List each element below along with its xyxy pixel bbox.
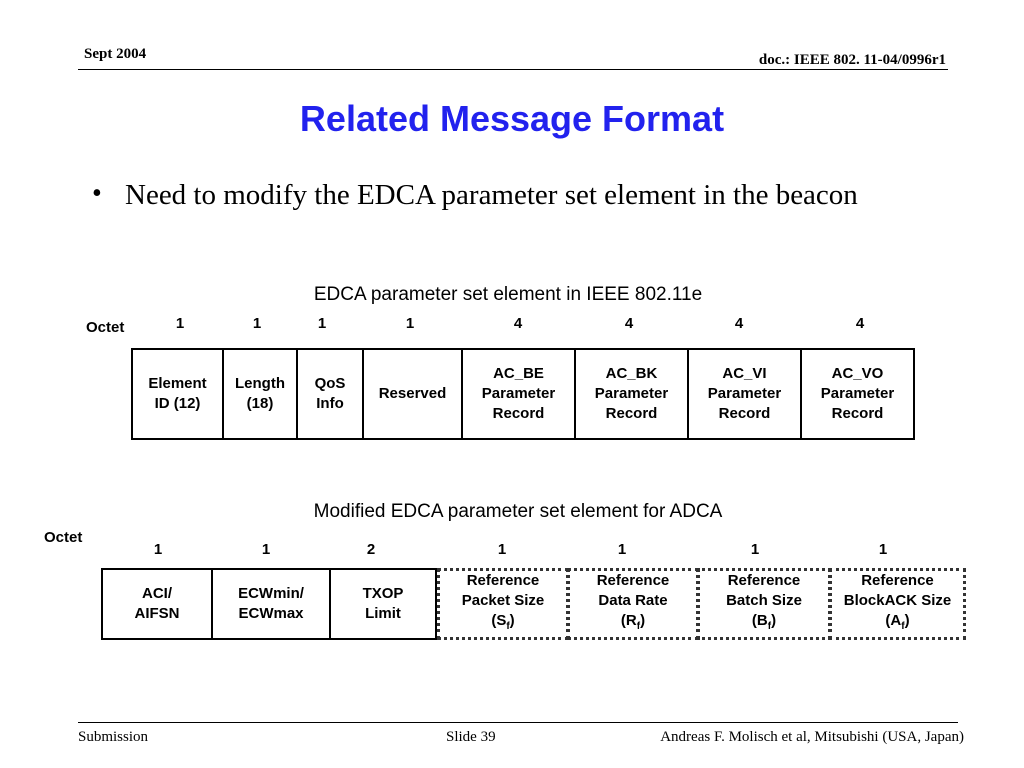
field-reference-batch-size: Reference Batch Size $(B_f)$ xyxy=(697,568,831,640)
table1-octet-label: Octet xyxy=(86,319,125,336)
table1-caption: EDCA parameter set element in IEEE 802.11e xyxy=(313,284,703,305)
field-reserved: Reserved xyxy=(362,348,463,440)
field-ac-vo-record: AC_VO Parameter Record xyxy=(800,348,915,440)
table1-octet-5: 4 xyxy=(513,315,523,332)
field-ecwmin-ecwmax: ECWmin/ ECWmax xyxy=(211,568,331,640)
field-qos-info: QoS Info xyxy=(296,348,364,440)
header-doc-id: doc.: IEEE 802. 11-04/0996r1 xyxy=(758,52,946,68)
table2-octet-label: Octet xyxy=(44,529,83,546)
footer-authors: Andreas F. Molisch et al, Mitsubishi (USA, Japan) xyxy=(660,729,964,745)
header-date: Sept 2004 xyxy=(84,46,147,62)
footer-divider xyxy=(78,722,958,723)
table2-octet-4: 1 xyxy=(497,541,507,558)
bullet-text: Need to modify the EDCA parameter set element in the beacon xyxy=(125,179,858,211)
field-ac-vi-record: AC_VI Parameter Record xyxy=(687,348,802,440)
table2-octet-7: 1 xyxy=(878,541,888,558)
table2-octet-2: 1 xyxy=(261,541,271,558)
field-length: Length (18) xyxy=(222,348,298,440)
header-divider xyxy=(78,69,948,70)
table2-octet-1: 1 xyxy=(153,541,163,558)
bullet-marker: • xyxy=(92,178,102,209)
field-reference-blockack-size: Reference BlockACK Size $(A_f)$ xyxy=(829,568,966,640)
table1-octet-3: 1 xyxy=(317,315,327,332)
table1-octet-8: 4 xyxy=(855,315,865,332)
field-aci-aifsn: ACI/ AIFSN xyxy=(101,568,213,640)
table1-octet-4: 1 xyxy=(405,315,415,332)
footer-slide-number: Slide 39 xyxy=(446,729,496,745)
table2-caption: Modified EDCA parameter set element for ADCA xyxy=(313,501,723,522)
footer-submission: Submission xyxy=(78,729,149,745)
table2-octet-3: 2 xyxy=(366,541,376,558)
table1-octet-2: 1 xyxy=(252,315,262,332)
field-reference-data-rate: Reference Data Rate $(R_f)$ xyxy=(567,568,699,640)
field-ac-be-record: AC_BE Parameter Record xyxy=(461,348,576,440)
field-element-id: Element ID (12) xyxy=(131,348,224,440)
field-reference-packet-size: Reference Packet Size $(S_f)$ xyxy=(437,568,569,640)
table1-octet-7: 4 xyxy=(734,315,744,332)
table1-octet-6: 4 xyxy=(624,315,634,332)
table2-octet-5: 1 xyxy=(617,541,627,558)
field-txop-limit: TXOP Limit xyxy=(329,568,437,640)
table2-octet-6: 1 xyxy=(750,541,760,558)
table1-octet-1: 1 xyxy=(175,315,185,332)
field-ac-bk-record: AC_BK Parameter Record xyxy=(574,348,689,440)
slide-title: Related Message Format xyxy=(299,98,725,139)
